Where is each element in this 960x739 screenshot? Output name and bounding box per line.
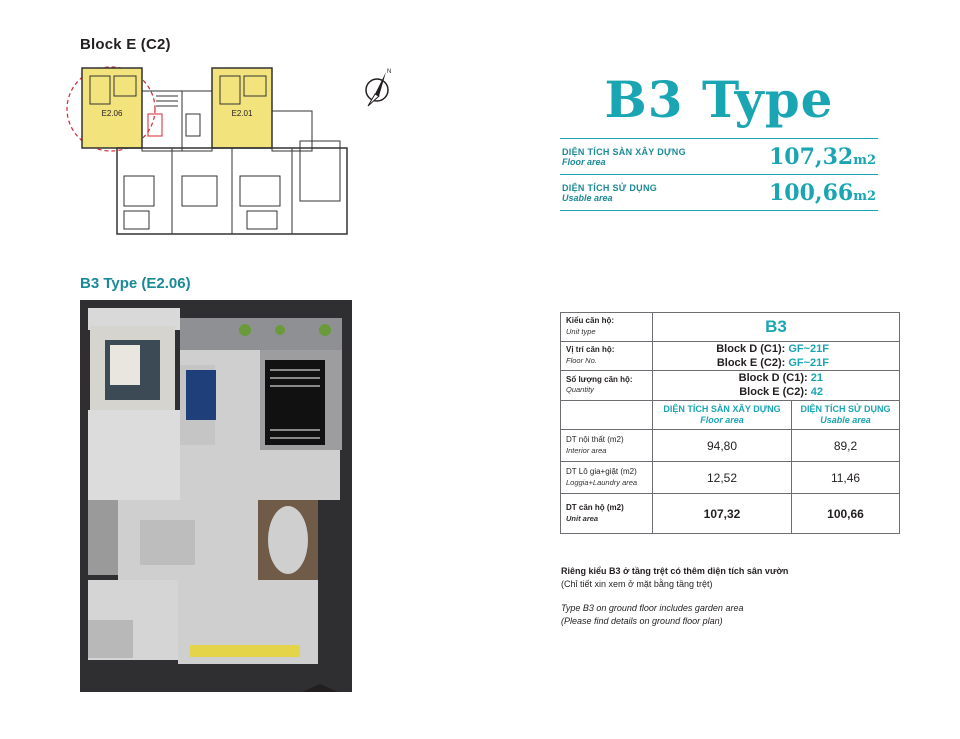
key-plan-unit-label: E2.06 (101, 109, 123, 118)
usable-area-cell: 11,46 (792, 462, 900, 494)
row-label-en: Unit area (566, 513, 599, 523)
note-vn-line1: Riêng kiểu B3 ở tầng trệt có thêm diện tích sân vườn (561, 566, 789, 576)
col-header-en: Usable area (820, 415, 871, 426)
table-row (561, 430, 900, 462)
row-label-vn: DT căn hộ (m2) (566, 502, 624, 512)
unit-type-row (561, 313, 900, 342)
floor-area-value (769, 144, 876, 170)
col-header-vn: DIỆN TÍCH SÀN XÂY DỰNG (663, 403, 781, 414)
floor-area-cell: 94,80 (653, 430, 792, 462)
north-arrow-icon (362, 66, 394, 108)
row-label-en: Loggia+Laundry area (566, 477, 638, 487)
floor-no-value: GF~21F (788, 356, 829, 369)
floor-no-value: GF~21F (788, 342, 829, 355)
floor-no-label-vn: Vị trí căn hộ: (566, 345, 615, 355)
floor-plan-title: B3 Type (E2.06) (80, 275, 191, 292)
col-header-floor-area (653, 400, 792, 430)
unit-type-label-en: Unit type (566, 326, 596, 336)
unit-spec-table (560, 312, 900, 534)
hero-title-block (560, 70, 878, 129)
unit-type-value: B3 (653, 313, 900, 342)
usable-area-label-vn: DIỆN TÍCH SỬ DỤNG (562, 182, 658, 193)
quantity-label-vn: Số lượng căn hộ: (566, 374, 633, 384)
key-plan-unit-label: E2.01 (231, 109, 253, 118)
row-label-vn: DT nội thất (m2) (566, 434, 624, 444)
floor-no-row (561, 341, 900, 371)
usable-area-cell: 89,2 (792, 430, 900, 462)
usable-area-cell: 100,66 (792, 494, 900, 534)
table-row (561, 494, 900, 534)
quantity-line (653, 385, 823, 399)
quantity-block: Block E (C2): (739, 386, 808, 399)
floor-area-number: 107,32 (768, 143, 854, 170)
quantity-label-en: Quantity (566, 385, 594, 395)
floor-no-block: Block E (C2): (716, 356, 786, 369)
col-header-vn: DIỆN TÍCH SỬ DỤNG (800, 403, 891, 414)
quantity-block: Block D (C1): (738, 372, 808, 385)
usable-area-value (769, 180, 876, 206)
floor-area-unit: m2 (853, 152, 876, 168)
floor-no-line (653, 356, 829, 370)
usable-area-unit: m2 (853, 188, 876, 204)
usable-area-number: 100,66 (768, 179, 854, 206)
column-header-row (561, 400, 900, 430)
note-en-line1: Type B3 on ground floor includes garden area (561, 603, 744, 614)
unit-type-title: B3 Type (604, 70, 834, 129)
floor-area-row (560, 139, 878, 175)
col-header-en: Floor area (700, 415, 744, 426)
usable-area-label-en: Usable area (562, 192, 613, 203)
area-summary (560, 138, 878, 211)
floor-no-label-en: Floor No. (566, 355, 597, 365)
quantity-value: 42 (810, 386, 823, 399)
floor-no-block: Block D (C1): (716, 342, 786, 355)
note-en-line2: (Please find details on ground floor plan) (561, 615, 723, 626)
floor-area-label-vn: DIỆN TÍCH SÀN XÂY DỰNG (562, 146, 686, 157)
block-title: Block E (C2) (80, 36, 171, 53)
unit-type-label-vn: Kiểu căn hộ: (566, 316, 615, 325)
floor-area-label-en: Floor area (562, 156, 606, 167)
usable-area-row (560, 175, 878, 211)
quantity-row (561, 371, 900, 401)
quantity-line (653, 371, 823, 385)
floor-no-line (653, 342, 829, 356)
notes-block (561, 565, 901, 627)
key-plan-drawing (62, 56, 362, 241)
quantity-value: 21 (810, 372, 823, 385)
floor-area-cell: 107,32 (653, 494, 792, 534)
col-header-usable-area (792, 400, 900, 430)
note-vn-line2: (Chỉ tiết xin xem ở mặt bằng tầng trệt) (561, 578, 713, 589)
floor-plan-image (80, 300, 352, 692)
floor-area-cell: 12,52 (653, 462, 792, 494)
row-label-en: Interior area (566, 445, 607, 455)
table-row (561, 462, 900, 494)
svg-text:N: N (387, 69, 392, 75)
row-label-vn: DT Lô gia+giặt (m2) (566, 466, 637, 476)
